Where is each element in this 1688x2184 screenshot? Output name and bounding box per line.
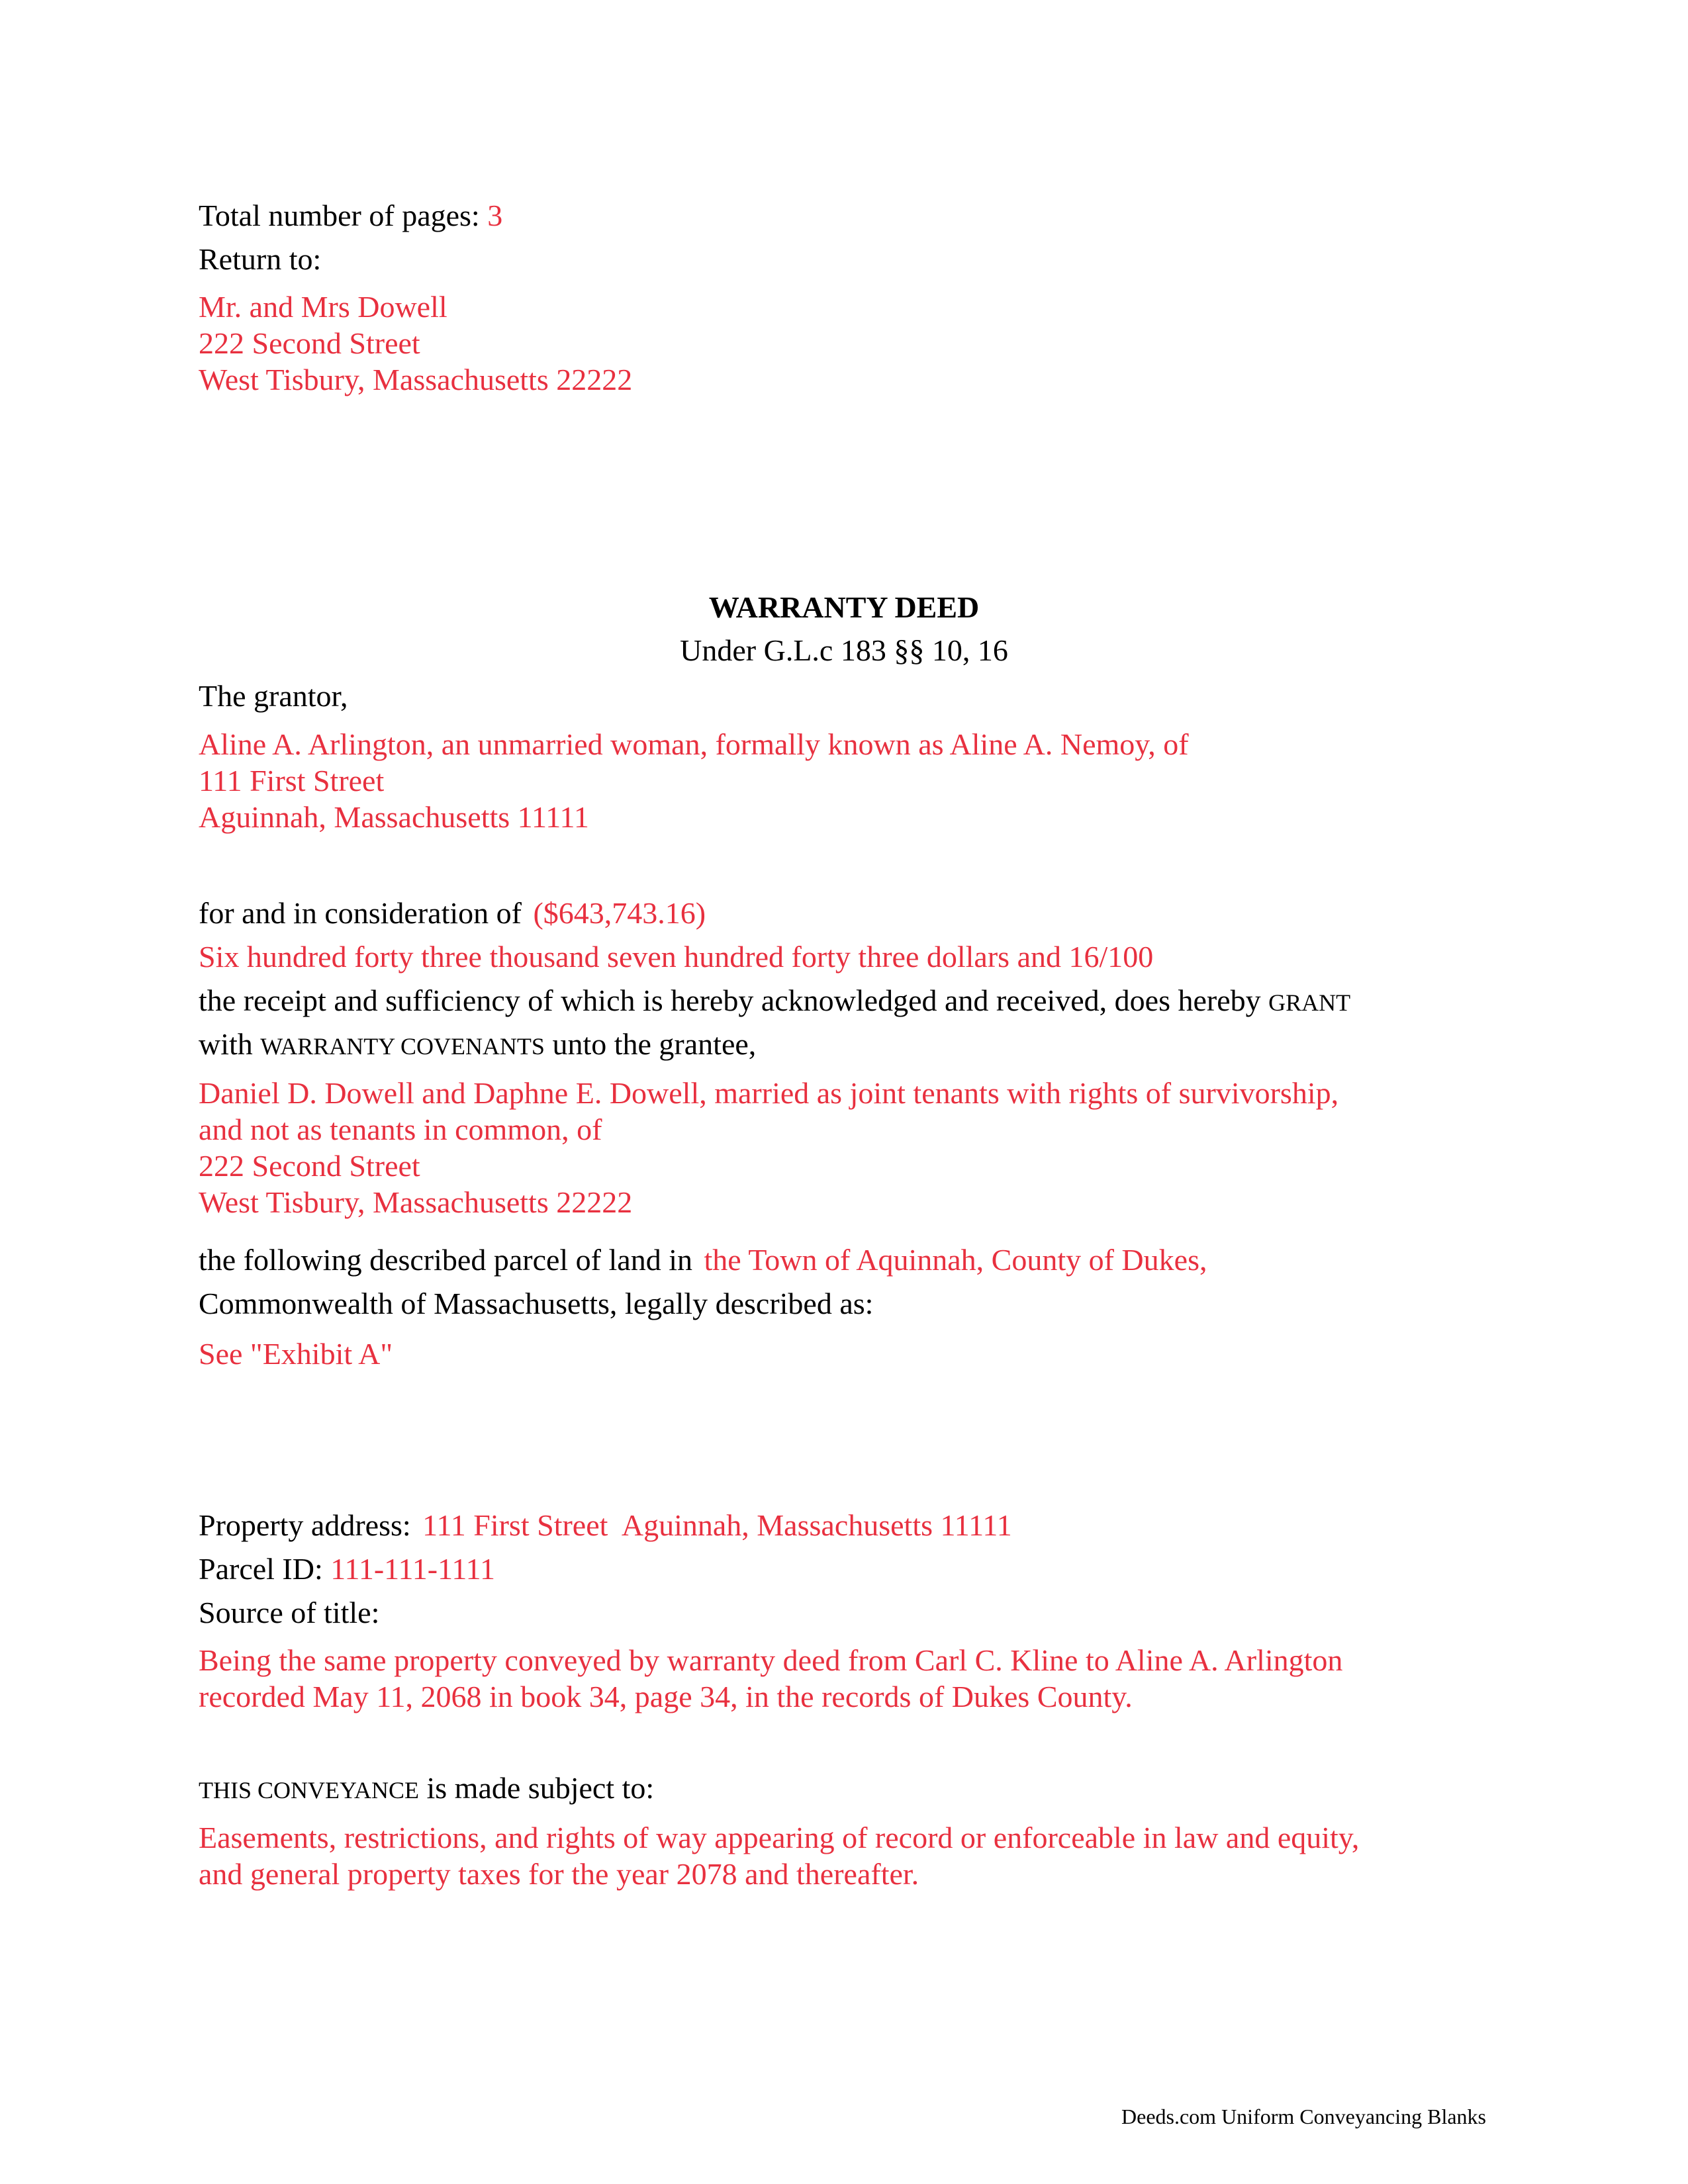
consideration-line [199, 895, 706, 932]
total-pages-label: Total number of pages: [199, 199, 480, 232]
covenants-caps: WARRANTY COVENANTS [260, 1033, 545, 1060]
conveyance-line [199, 1770, 654, 1809]
conveyance-caps: THIS CONVEYANCE [199, 1777, 419, 1803]
receipt-text: the receipt and sufficiency of which is hereby acknowledged and received, does hereby [199, 983, 1261, 1017]
unto-text: unto the grantee, [552, 1027, 757, 1061]
consideration-label: for and in consideration of [199, 896, 522, 930]
source-of-title-line-1: Being the same property conveyed by warranty deed from Carl C. Kline to Aline A. Arlington [199, 1643, 1343, 1677]
footer-text: Deeds.com Uniform Conveyancing Blanks [1121, 2105, 1486, 2128]
conveyance-line-1: Easements, restrictions, and rights of way appearing of record or enforceable in law and equity, [199, 1821, 1360, 1854]
parcel-id-value: 111-111-1111 [330, 1552, 495, 1586]
grantee-street: 222 Second Street [199, 1149, 420, 1183]
property-address-value: 111 First Street Aguinnah, Massachusetts 11111 [422, 1508, 1012, 1542]
consideration-words: Six hundred forty three thousand seven hundred forty three dollars and 16/100 [199, 940, 1154, 974]
return-to-label: Return to: [199, 242, 322, 276]
grantee-city: West Tisbury, Massachusetts 22222 [199, 1185, 633, 1219]
grant-caps: GRANT [1268, 989, 1351, 1016]
grantor-street: 111 First Street [199, 764, 385, 797]
parcel-id-label: Parcel ID: [199, 1552, 323, 1586]
grantee-names: Daniel D. Dowell and Daphne E. Dowell, married as joint tenants with rights of survivorship, [199, 1076, 1339, 1110]
grantee-tenancy: and not as tenants in common, of [199, 1113, 602, 1146]
parcel-location: the Town of Aquinnah, County of Dukes, [704, 1243, 1207, 1277]
covenants-line [199, 1026, 756, 1065]
parcel-line [199, 1242, 1207, 1279]
grantor-name: Aline A. Arlington, an unmarried woman, formally known as Aline A. Nemoy, of [199, 727, 1189, 761]
parcel-commonwealth: Commonwealth of Massachusetts, legally described as: [199, 1287, 874, 1320]
deed-subtitle: Under G.L.c 183 §§ 10, 16 [680, 633, 1008, 667]
grantor-label: The grantor, [199, 679, 348, 713]
total-pages-line [199, 197, 502, 234]
source-of-title-label: Source of title: [199, 1596, 380, 1629]
consideration-amount: ($643,743.16) [533, 896, 706, 930]
total-pages-value: 3 [487, 199, 503, 232]
property-address-label: Property address: [199, 1508, 411, 1542]
parcel-intro: the following described parcel of land in [199, 1243, 692, 1277]
source-of-title-line-2: recorded May 11, 2068 in book 34, page 34, in the records of Dukes County. [199, 1680, 1133, 1713]
with-word: with [199, 1027, 253, 1061]
grantor-city: Aguinnah, Massachusetts 11111 [199, 800, 589, 834]
receipt-line [199, 982, 1350, 1021]
conveyance-line-2: and general property taxes for the year 2078 and thereafter. [199, 1857, 919, 1891]
return-to-name: Mr. and Mrs Dowell [199, 290, 447, 324]
parcel-id-line [199, 1551, 495, 1588]
parcel-exhibit: See "Exhibit A" [199, 1337, 393, 1371]
return-to-street: 222 Second Street [199, 326, 420, 360]
deed-title: WARRANTY DEED [708, 590, 980, 624]
property-address-line [199, 1507, 1012, 1544]
return-to-city: West Tisbury, Massachusetts 22222 [199, 363, 633, 396]
conveyance-text: is made subject to: [426, 1771, 655, 1805]
